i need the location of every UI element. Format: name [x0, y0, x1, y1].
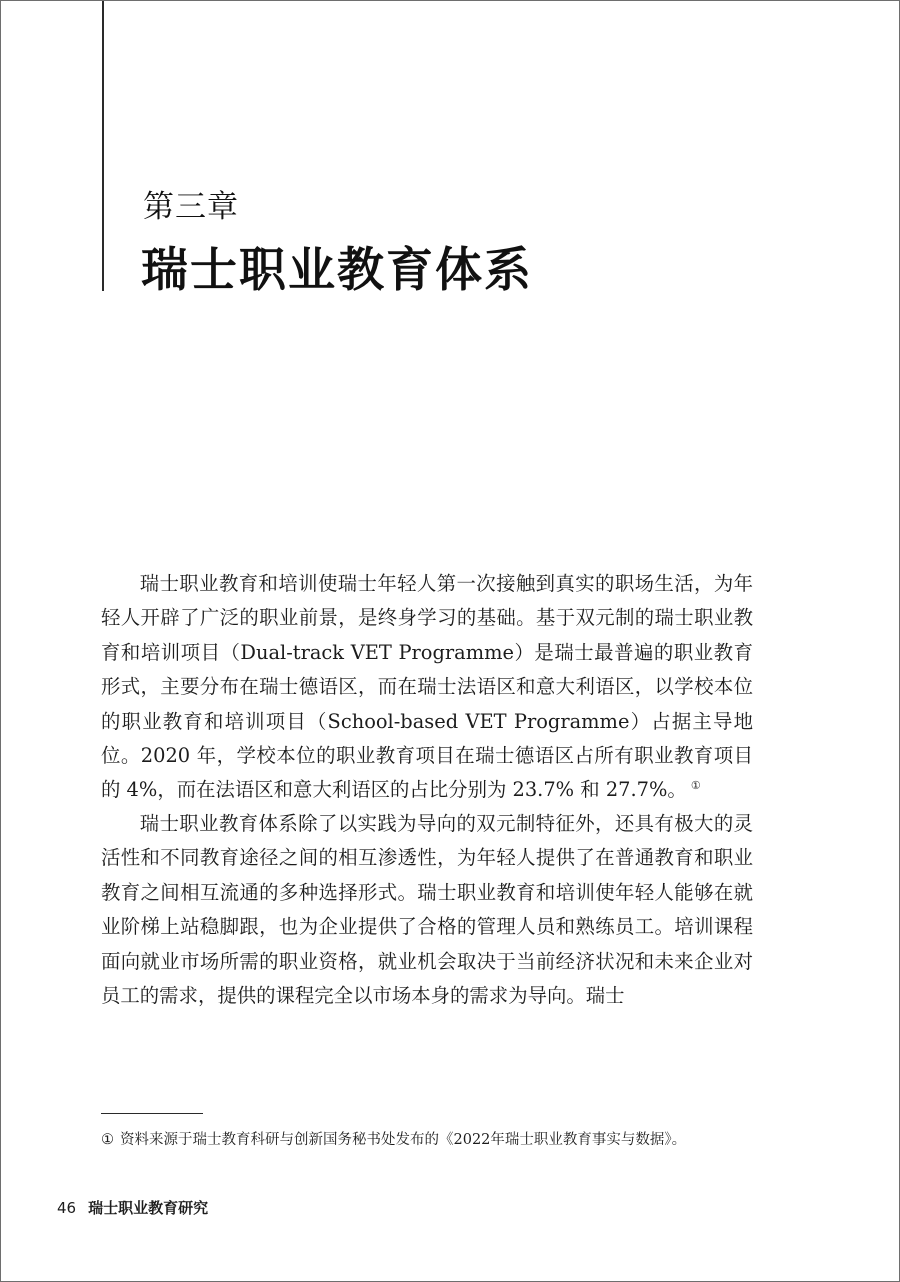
footnote-mark: ① — [101, 1132, 114, 1148]
footnote-divider — [101, 1113, 203, 1114]
page-footer — [57, 1197, 208, 1219]
paragraph-1-text: 瑞士职业教育和培训使瑞士年轻人第一次接触到真实的职场生活，为年轻人开辟了广泛的职业前景，是终身学习的基础。基于双元制的瑞士职业教育和培训项目（Dual-track VET Programme）是瑞士最普遍的职业教育形式，主要分布在瑞士德语区，而在瑞士法语区和意大利语区，以学校本位的职业教育和培训项目（School-based VET Programme）占据主导地位。2020 年，学校本位的职业教育项目在瑞士德语区占所有职业教育项目的 4%，而在法语区和意大利语区的占比分别为 23.7% 和 27.7%。 — [101, 572, 753, 802]
body-text — [101, 567, 753, 1013]
page-number: 46 — [57, 1199, 77, 1217]
running-title: 瑞士职业教育研究 — [88, 1199, 209, 1217]
footnote-text: 资料来源于瑞士教育科研与创新国务秘书处发布的《2022年瑞士职业教育事实与数据》。 — [120, 1132, 687, 1148]
chapter-title: 瑞士职业教育体系 — [141, 243, 533, 298]
footnote-reference: ① — [690, 778, 701, 792]
footnote — [101, 1129, 686, 1151]
paragraph-2: 瑞士职业教育体系除了以实践为导向的双元制特征外，还具有极大的灵活性和不同教育途径之间的相互渗透性，为年轻人提供了在普通教育和职业教育之间相互流通的多种选择形式。瑞士职业教育和培训使年轻人能够在就业阶梯上站稳脚跟，也为企业提供了合格的管理人员和熟练员工。培训课程面向就业市场所需的职业资格，就业机会取决于当前经济状况和未来企业对员工的需求，提供的课程完全以市场本身的需求为导向。瑞士 — [101, 812, 753, 1008]
paragraph-1 — [101, 567, 753, 807]
chapter-vertical-rule — [102, 1, 104, 291]
chapter-number: 第三章 — [143, 189, 239, 225]
